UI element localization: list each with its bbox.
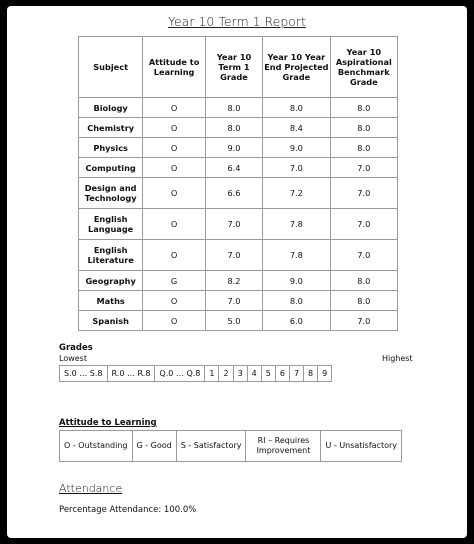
grade-scale-cell: 7	[289, 366, 303, 382]
table-row	[79, 138, 398, 158]
header-subject: Subject	[79, 37, 143, 98]
table-row	[79, 178, 398, 209]
term-grade-cell: 6.4	[205, 158, 262, 178]
term-grade-cell: 9.0	[205, 138, 262, 158]
aspirational-grade-cell: 8.0	[330, 271, 397, 291]
header-projected-grade: Year 10 Year End Projected Grade	[263, 37, 331, 98]
projected-grade-cell: 7.8	[263, 240, 331, 271]
subject-cell: English Literature	[79, 240, 143, 271]
subject-cell: Physics	[79, 138, 143, 158]
term-grade-cell: 8.0	[205, 118, 262, 138]
attitude-cell: O	[143, 311, 206, 331]
projected-grade-cell: 7.0	[263, 158, 331, 178]
grade-scale-cell: Q.0 … Q.8	[155, 366, 205, 382]
table-header-row	[79, 37, 398, 98]
projected-grade-cell: 9.0	[263, 138, 331, 158]
projected-grade-cell: 7.8	[263, 209, 331, 240]
attitude-key-row	[60, 431, 402, 462]
attendance-text: Percentage Attendance: 100.0%	[59, 505, 197, 515]
grades-label: Grades	[59, 343, 93, 353]
attitude-key-label: Attitude to Learning	[59, 418, 157, 428]
table-row	[79, 118, 398, 138]
table-row	[79, 311, 398, 331]
attitude-key-cell: U - Unsatisfactory	[321, 431, 402, 462]
attitude-cell: O	[143, 209, 206, 240]
attitude-cell: O	[143, 291, 206, 311]
attitude-cell: O	[143, 178, 206, 209]
term-grade-cell: 8.2	[205, 271, 262, 291]
subject-cell: Design and Technology	[79, 178, 143, 209]
term-grade-cell: 7.0	[205, 240, 262, 271]
grade-scale-cell: 4	[247, 366, 261, 382]
table-row	[79, 98, 398, 118]
attitude-cell: O	[143, 138, 206, 158]
aspirational-grade-cell: 7.0	[330, 240, 397, 271]
header-attitude: Attitude to Learning	[143, 37, 206, 98]
attitude-key-cell: RI – Requires Improvement	[246, 431, 321, 462]
projected-grade-cell: 9.0	[263, 271, 331, 291]
table-row	[79, 158, 398, 178]
highest-label: Highest	[382, 354, 413, 363]
attitude-cell: O	[143, 118, 206, 138]
subject-cell: Spanish	[79, 311, 143, 331]
grade-scale-cell: S.0 … S.8	[60, 366, 108, 382]
attitude-cell: O	[143, 98, 206, 118]
aspirational-grade-cell: 8.0	[330, 138, 397, 158]
attitude-cell: O	[143, 240, 206, 271]
subject-cell: Chemistry	[79, 118, 143, 138]
subject-cell: English Language	[79, 209, 143, 240]
grade-scale-cell: 9	[318, 366, 332, 382]
grade-scale-cell: R.0 … R.8	[107, 366, 155, 382]
attitude-key	[59, 430, 402, 462]
projected-grade-cell: 8.4	[263, 118, 331, 138]
aspirational-grade-cell: 7.0	[330, 178, 397, 209]
attitude-cell: G	[143, 271, 206, 291]
table-row	[79, 291, 398, 311]
table-row	[79, 209, 398, 240]
grades-table-body	[79, 98, 398, 331]
projected-grade-cell: 8.0	[263, 291, 331, 311]
aspirational-grade-cell: 7.0	[330, 158, 397, 178]
grade-scale-cell: 6	[275, 366, 289, 382]
subject-cell: Maths	[79, 291, 143, 311]
projected-grade-cell: 8.0	[263, 98, 331, 118]
subject-cell: Computing	[79, 158, 143, 178]
grades-table	[78, 36, 398, 331]
aspirational-grade-cell: 8.0	[330, 98, 397, 118]
header-aspirational-grade: Year 10 Aspirational Benchmark Grade	[330, 37, 397, 98]
attitude-key-cell: S - Satisfactory	[176, 431, 246, 462]
aspirational-grade-cell: 7.0	[330, 311, 397, 331]
term-grade-cell: 5.0	[205, 311, 262, 331]
projected-grade-cell: 7.2	[263, 178, 331, 209]
grade-scale-cell: 1	[205, 366, 219, 382]
attitude-key-cell: O - Outstanding	[60, 431, 133, 462]
report-page	[7, 6, 467, 538]
attendance-title: Attendance	[59, 482, 123, 495]
aspirational-grade-cell: 8.0	[330, 291, 397, 311]
subject-cell: Geography	[79, 271, 143, 291]
aspirational-grade-cell: 8.0	[330, 118, 397, 138]
projected-grade-cell: 6.0	[263, 311, 331, 331]
term-grade-cell: 6.6	[205, 178, 262, 209]
grade-scale-row	[60, 366, 332, 382]
subject-cell: Biology	[79, 98, 143, 118]
term-grade-cell: 7.0	[205, 209, 262, 240]
term-grade-cell: 8.0	[205, 98, 262, 118]
grade-scale-cell: 2	[219, 366, 233, 382]
attitude-cell: O	[143, 158, 206, 178]
grade-scale-cell: 5	[261, 366, 275, 382]
table-row	[79, 240, 398, 271]
grade-scale	[59, 365, 332, 382]
header-term-grade: Year 10 Term 1 Grade	[205, 37, 262, 98]
report-title: Year 10 Term 1 Report	[168, 14, 306, 29]
attitude-key-cell: G - Good	[132, 431, 176, 462]
aspirational-grade-cell: 7.0	[330, 209, 397, 240]
grade-scale-cell: 8	[304, 366, 318, 382]
table-row	[79, 271, 398, 291]
term-grade-cell: 7.0	[205, 291, 262, 311]
grade-scale-cell: 3	[233, 366, 247, 382]
lowest-label: Lowest	[59, 354, 87, 363]
